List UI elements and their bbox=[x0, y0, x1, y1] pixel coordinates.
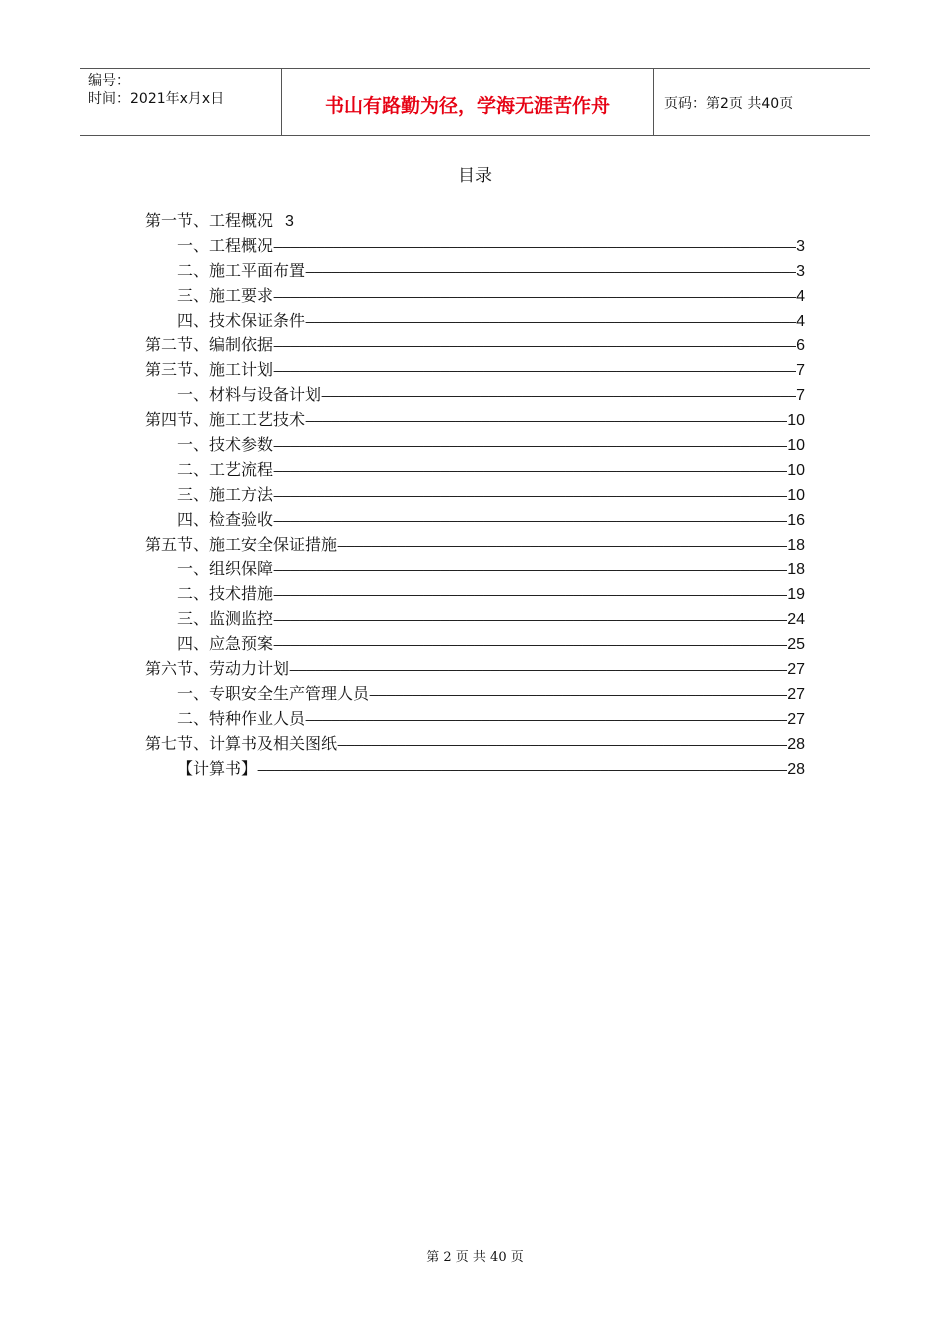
toc-entry-label: 二、施工平面布置 bbox=[177, 260, 306, 280]
toc-entry[interactable] bbox=[145, 582, 805, 607]
toc-entry[interactable] bbox=[145, 607, 805, 632]
toc-entry[interactable] bbox=[145, 707, 805, 732]
toc-entry-page: 10 bbox=[787, 437, 805, 455]
toc-leader-dots bbox=[273, 235, 796, 260]
toc-entry[interactable] bbox=[145, 632, 805, 657]
toc-entry-page: 3 bbox=[796, 237, 805, 255]
toc-entry-label: 第七节、计算书及相关图纸 bbox=[145, 733, 338, 753]
toc-entry-label: 二、技术措施 bbox=[177, 584, 274, 604]
toc-leader-dots bbox=[273, 459, 787, 484]
toc-entry[interactable] bbox=[145, 732, 805, 757]
footer-page-number: 第 2 页 共 40 页 bbox=[426, 1250, 524, 1265]
toc-entry-label: 三、施工要求 bbox=[177, 285, 274, 305]
toc-entry-label: 二、工艺流程 bbox=[177, 459, 274, 479]
toc-entry-page: 4 bbox=[796, 287, 805, 305]
toc-entry-page: 7 bbox=[796, 362, 805, 380]
toc-entry[interactable] bbox=[145, 757, 805, 782]
toc-leader-dots bbox=[289, 658, 787, 683]
toc-entry-page: 18 bbox=[787, 536, 805, 554]
toc-entry-label: 一、组织保障 bbox=[177, 559, 274, 579]
toc-entry-label: 三、施工方法 bbox=[177, 484, 274, 504]
toc-entry-label: 二、特种作业人员 bbox=[177, 708, 306, 728]
toc-entry-page: 28 bbox=[787, 735, 805, 753]
toc-entry-label: 四、应急预案 bbox=[177, 634, 274, 654]
toc-entry-label: 第四节、施工工艺技术 bbox=[145, 410, 306, 430]
toc-leader-dots bbox=[273, 583, 787, 608]
toc-entry[interactable] bbox=[145, 458, 805, 483]
toc-entry-page: 4 bbox=[796, 312, 805, 330]
header-meta-cell bbox=[80, 69, 282, 135]
toc-entry[interactable] bbox=[145, 309, 805, 334]
toc-entry[interactable] bbox=[145, 433, 805, 458]
toc-leader-dots bbox=[305, 409, 787, 434]
toc-leader-dots bbox=[337, 534, 787, 559]
toc-entry[interactable] bbox=[145, 483, 805, 508]
toc-entry-page: 19 bbox=[787, 586, 805, 604]
document-number-label: 编号： bbox=[88, 73, 130, 89]
toc-entry-label: 四、技术保证条件 bbox=[177, 310, 306, 330]
toc-entry[interactable] bbox=[145, 408, 805, 433]
toc-entry[interactable] bbox=[145, 533, 805, 558]
toc-entry-page: 24 bbox=[787, 611, 805, 629]
toc-entry-label: 第一节、工程概况 bbox=[145, 211, 274, 230]
toc-entry-page: 6 bbox=[796, 337, 805, 355]
toc-entry[interactable] bbox=[145, 383, 805, 408]
header-page-info: 页码：第2页 共40页 bbox=[664, 96, 794, 112]
toc-entry-page: 25 bbox=[787, 636, 805, 654]
toc-entry-page: 28 bbox=[787, 760, 805, 778]
toc-entry-page: 10 bbox=[787, 486, 805, 504]
toc-entry-page: 7 bbox=[796, 387, 805, 405]
toc-entry[interactable] bbox=[145, 657, 805, 682]
toc-leader-dots bbox=[321, 384, 796, 409]
toc-leader-dots bbox=[273, 608, 787, 633]
toc-title: 目录 bbox=[458, 166, 492, 186]
toc-entry[interactable] bbox=[145, 209, 805, 234]
toc-leader-dots bbox=[305, 708, 787, 733]
toc-entry[interactable] bbox=[145, 682, 805, 707]
page-footer bbox=[0, 1246, 950, 1265]
toc-entry[interactable] bbox=[145, 508, 805, 533]
toc-leader-dots bbox=[337, 733, 787, 758]
toc-entry-label: 四、检查验收 bbox=[177, 509, 274, 529]
toc-entry[interactable] bbox=[145, 358, 805, 383]
toc-leader-dots bbox=[273, 558, 787, 583]
toc-leader-dots bbox=[257, 758, 787, 783]
toc-leader-dots bbox=[369, 683, 787, 708]
toc-leader-dots bbox=[273, 434, 787, 459]
toc-entry-page: 10 bbox=[787, 412, 805, 430]
toc-leader-dots bbox=[273, 285, 796, 310]
toc-entry-page: 10 bbox=[787, 461, 805, 479]
toc-entry-label: 一、技术参数 bbox=[177, 435, 274, 455]
toc-entry[interactable] bbox=[145, 333, 805, 358]
document-time-label: 时间：2021年x月x日 bbox=[88, 91, 225, 107]
toc-entry-page: 16 bbox=[787, 511, 805, 529]
toc-entry-page: 3 bbox=[796, 262, 805, 280]
toc-entry[interactable] bbox=[145, 284, 805, 309]
header-motto: 书山有路勤为径，学海无涯苦作舟 bbox=[282, 69, 654, 135]
toc-entry-label: 一、专职安全生产管理人员 bbox=[177, 683, 370, 703]
toc-entry[interactable] bbox=[145, 259, 805, 284]
toc-entry-label: 【计算书】 bbox=[177, 758, 258, 778]
toc-entry-label: 第五节、施工安全保证措施 bbox=[145, 534, 338, 554]
toc-entry-page: 27 bbox=[787, 685, 805, 703]
toc-leader-dots bbox=[273, 633, 787, 658]
toc-entry-label: 一、材料与设备计划 bbox=[177, 385, 322, 405]
toc-entry-page: 27 bbox=[787, 661, 805, 679]
toc-entry[interactable] bbox=[145, 234, 805, 259]
toc-entry-label: 第三节、施工计划 bbox=[145, 360, 274, 380]
toc-entry-label: 第六节、劳动力计划 bbox=[145, 659, 290, 679]
toc-entry-page: 18 bbox=[787, 561, 805, 579]
toc-leader-dots bbox=[305, 260, 796, 285]
toc-entry-label: 一、工程概况 bbox=[177, 235, 274, 255]
toc-entry-label: 第二节、编制依据 bbox=[145, 335, 274, 355]
toc-leader-dots bbox=[273, 484, 787, 509]
toc-entry-label: 三、监测监控 bbox=[177, 609, 274, 629]
toc-entry-page: 3 bbox=[285, 213, 294, 230]
table-of-contents bbox=[145, 209, 805, 781]
page-header bbox=[80, 68, 870, 136]
toc-entry-page: 27 bbox=[787, 710, 805, 728]
toc-leader-dots bbox=[273, 334, 796, 359]
toc-leader-dots bbox=[273, 509, 787, 534]
toc-leader-dots bbox=[273, 359, 796, 384]
toc-leader-dots bbox=[305, 310, 796, 335]
toc-entry[interactable] bbox=[145, 557, 805, 582]
